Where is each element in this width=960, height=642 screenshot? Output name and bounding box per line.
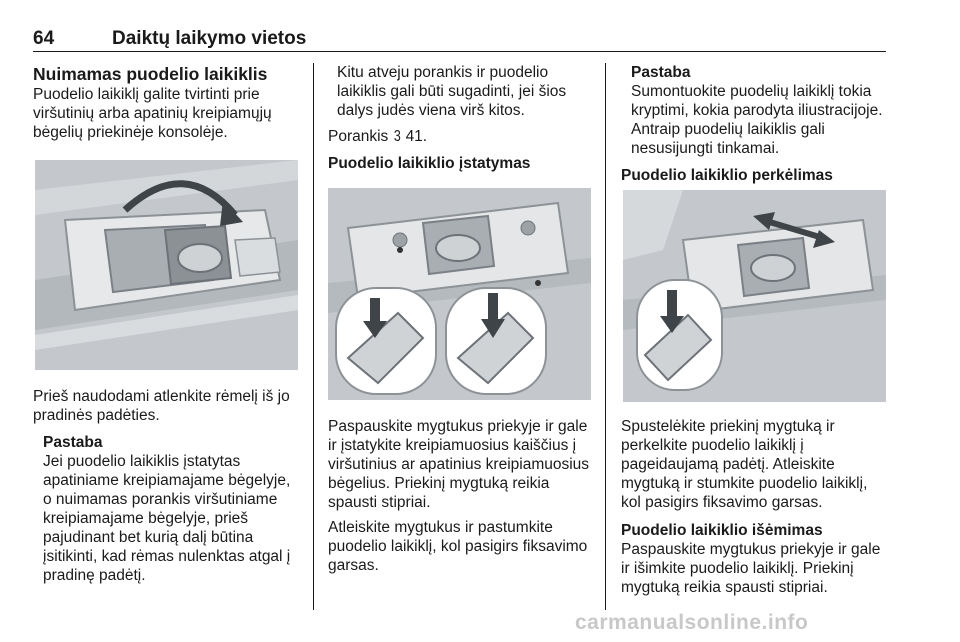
page-number: 64: [33, 28, 55, 49]
remove-instructions: Paspauskite mygtukus priekyje ir gale ir išimkite puodelio laikiklį. Priekinį mygtuką reikia spausti stipriai.: [621, 541, 881, 596]
section-heading: Nuimamas puodelio laikiklis: [33, 64, 268, 84]
column-divider-1: [313, 63, 314, 610]
cross-reference-label: Porankis: [328, 128, 389, 145]
subheading-move: Puodelio laikiklio perkėlimas: [621, 167, 833, 184]
note-box: [33, 433, 301, 585]
note-box-2: [621, 63, 887, 158]
install-release-text: Atleiskite mygtukus ir pastumkite puodelio laikiklį, kol pasigirs fiksavimo garsas.: [328, 519, 588, 574]
subheading-install: Puodelio laikiklio įstatymas: [328, 155, 531, 172]
page-title: Daiktų laikymo vietos: [112, 28, 307, 49]
note-title-2: Pastaba: [631, 64, 691, 81]
column-1-lower: [33, 387, 301, 585]
watermark: carmanualsonline.info: [575, 611, 809, 634]
column-2: [328, 63, 594, 173]
subheading-remove: Puodelio laikiklio išėmimas: [621, 522, 823, 539]
column-3: [621, 63, 887, 185]
column-3-lower: [621, 417, 887, 597]
column-divider-2: [605, 63, 606, 610]
note-text: Jei puodelio laikiklis įstatytas apatiniame kreipiamajame bėgelyje, o nuimamas porankis viršutiniame kreipiamajame bėgelyje, prieš pajudinant bet kurią dalį būtina įsitikinti, kad rėmas nulenktas atgal į pradinę padėtį.: [43, 453, 291, 584]
move-instructions: Spustelėkite priekinį mygtuką ir perkelkite puodelio laikiklį į pageidaujamą padėtį. Atleiskite mygtuką ir stumkite puodelio laikiklį, kol pasigirs fiksavimo garsas.: [621, 418, 868, 511]
column-2-lower: [328, 417, 594, 575]
cupholder-install-illustration: [328, 188, 591, 400]
intro-paragraph: Puodelio laikiklį galite tvirtinti prie viršutinių arba apatinių kreipiamųjų bėgelių priekinėje konsolėje.: [33, 86, 272, 141]
cross-reference: [328, 127, 594, 146]
cupholder-fold-illustration: [35, 160, 298, 370]
install-instructions: Paspauskite mygtukus priekyje ir gale ir įstatykite kreipiamuosius kaiščius į viršutinius ar apatinius kreipiamuosius bėgelius. Priekinį mygtuką reikia spausti stipriai.: [328, 418, 590, 511]
note-title: Pastaba: [43, 434, 103, 451]
header-rule: [33, 51, 886, 52]
arrow-reference-icon: 3: [393, 128, 401, 145]
cross-reference-page: 41.: [405, 128, 428, 145]
after-figure-text: Prieš naudodami atlenkite rėmelį iš jo pradinės padėties.: [33, 388, 290, 424]
cupholder-move-illustration: [623, 190, 886, 402]
note-text-2: Sumontuokite puodelių laikiklį tokia kryptimi, kokia parodyta iliustracijoje. Antraip puodelių laikiklis gali nesusijungti tinkamai.: [631, 83, 883, 157]
note-continued: Kitu atveju porankis ir puodelio laikiklis gali būti sugadinti, jei šios dalys judės viena virš kitos.: [337, 64, 567, 119]
column-1: [33, 63, 301, 142]
